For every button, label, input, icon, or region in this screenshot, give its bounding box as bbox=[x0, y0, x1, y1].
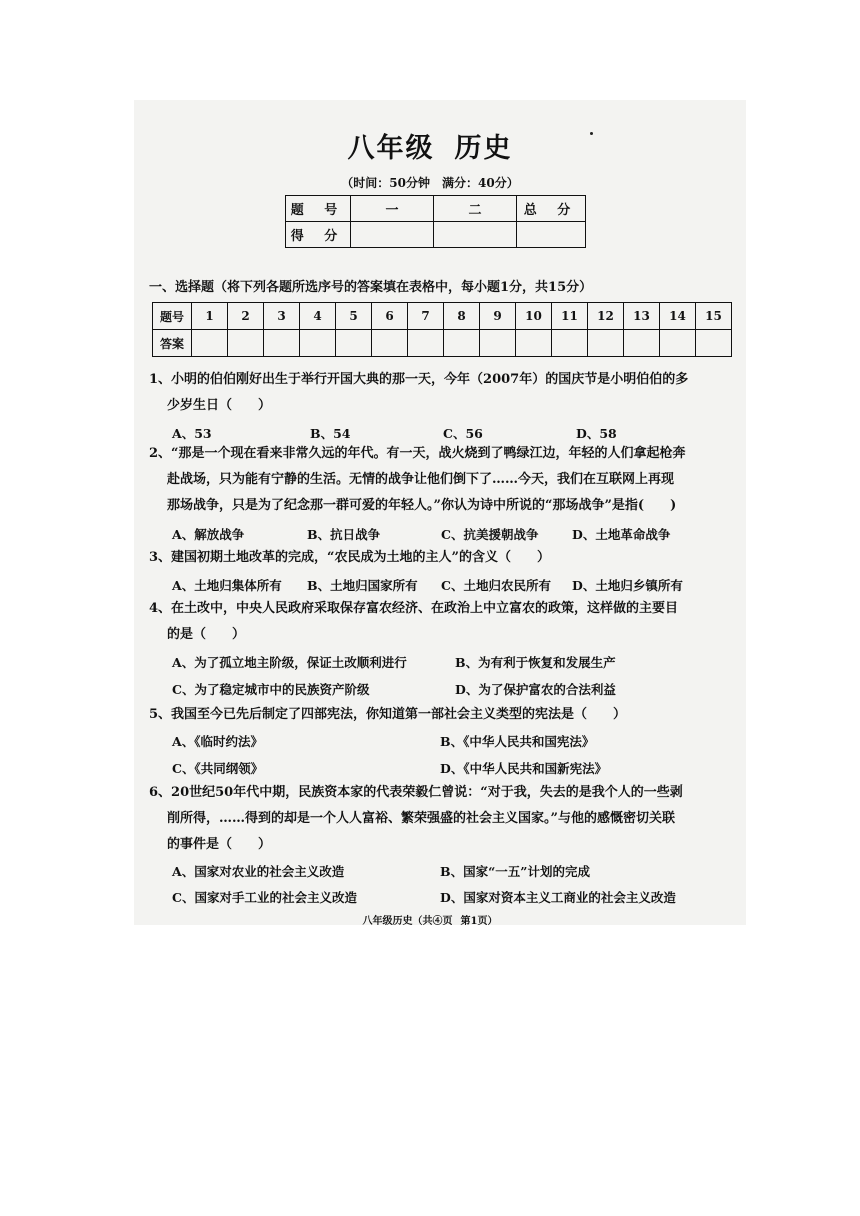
question-3-option-a[interactable]: A、土地归集体所有 bbox=[172, 578, 282, 593]
question-3 bbox=[149, 545, 729, 571]
answer-table-answer-row bbox=[153, 330, 732, 357]
question-4-option-b[interactable]: B、为有利于恢复和发展生产 bbox=[455, 655, 616, 670]
title-subject: 历史 bbox=[454, 133, 513, 164]
answer-number: 5 bbox=[336, 303, 372, 330]
question-6 bbox=[149, 780, 729, 858]
score-input-total[interactable] bbox=[517, 222, 586, 248]
score-input-part1[interactable] bbox=[351, 222, 434, 248]
answer-cell[interactable] bbox=[696, 330, 732, 357]
answer-cell[interactable] bbox=[444, 330, 480, 357]
question-4-line1: 4、在土改中，中央人民政府采取保存富农经济、在政治上中立富农的政策，这样做的主要目 bbox=[149, 601, 679, 616]
score-row-label: 得 分 bbox=[286, 222, 351, 248]
question-5-option-c[interactable]: C、《共同纲领》 bbox=[172, 761, 264, 776]
answer-number: 15 bbox=[696, 303, 732, 330]
scan-speck bbox=[590, 132, 593, 135]
exam-info bbox=[0, 174, 860, 191]
question-4 bbox=[149, 596, 729, 648]
answer-number: 4 bbox=[300, 303, 336, 330]
question-3-option-c[interactable]: C、土地归农民所有 bbox=[441, 578, 551, 593]
question-4-option-d[interactable]: D、为了保护富农的合法利益 bbox=[455, 682, 616, 697]
score-info: 满分：40分） bbox=[442, 176, 519, 190]
answer-number: 10 bbox=[516, 303, 552, 330]
question-6-line1: 6、20世纪50年代中期，民族资本家的代表荣毅仁曾说：“对于我，失去的是我个人的一些剥 bbox=[149, 785, 683, 800]
answer-cell[interactable] bbox=[516, 330, 552, 357]
question-3-option-d[interactable]: D、土地归乡镇所有 bbox=[572, 578, 683, 593]
answer-cell[interactable] bbox=[336, 330, 372, 357]
question-1-option-a[interactable]: A、53 bbox=[172, 426, 212, 441]
question-3-option-b[interactable]: B、土地归国家所有 bbox=[307, 578, 418, 593]
question-4-option-a[interactable]: A、为了孤立地主阶级，保证土改顺利进行 bbox=[172, 655, 407, 670]
answer-number: 6 bbox=[372, 303, 408, 330]
answer-row-label-answer: 答案 bbox=[153, 330, 192, 357]
question-1-line2: 少岁生日（ ） bbox=[167, 398, 272, 413]
score-table bbox=[285, 195, 586, 248]
answer-cell[interactable] bbox=[300, 330, 336, 357]
answer-number: 9 bbox=[480, 303, 516, 330]
answer-number: 11 bbox=[552, 303, 588, 330]
footer-page: 第1页） bbox=[460, 916, 498, 927]
question-5 bbox=[149, 702, 729, 728]
score-cell-label: 题 号 bbox=[286, 196, 351, 222]
answer-cell[interactable] bbox=[660, 330, 696, 357]
answer-table bbox=[152, 302, 732, 357]
question-2-line1: 2、“那是一个现在看来非常久远的年代。有一天，战火烧到了鸭绿江边，年轻的人们拿起枪奔 bbox=[149, 446, 686, 461]
question-4-line2: 的是（ ） bbox=[167, 627, 246, 642]
answer-number: 2 bbox=[228, 303, 264, 330]
question-6-option-d[interactable]: D、国家对资本主义工商业的社会主义改造 bbox=[440, 890, 676, 905]
question-5-option-d[interactable]: D、《中华人民共和国新宪法》 bbox=[440, 761, 608, 776]
answer-row-label-number: 题号 bbox=[153, 303, 192, 330]
question-1-line1: 1、小明的伯伯刚好出生于举行开国大典的那一天，今年（2007年）的国庆节是小明伯伯的多 bbox=[149, 372, 689, 387]
answer-number: 7 bbox=[408, 303, 444, 330]
answer-cell[interactable] bbox=[228, 330, 264, 357]
answer-cell[interactable] bbox=[372, 330, 408, 357]
question-6-line3: 的事件是（ ） bbox=[167, 837, 272, 852]
answer-number: 1 bbox=[192, 303, 228, 330]
question-2-line2: 赴战场，只为能有宁静的生活。无情的战争让他们倒下了……今天，我们在互联网上再现 bbox=[167, 472, 675, 487]
question-2-option-a[interactable]: A、解放战争 bbox=[172, 527, 245, 542]
answer-cell[interactable] bbox=[408, 330, 444, 357]
question-2-line3: 那场战争，只是为了纪念那一群可爱的年轻人。”你认为诗中所说的“那场战争”是指( ) bbox=[167, 498, 677, 513]
answer-cell[interactable] bbox=[480, 330, 516, 357]
question-5-option-b[interactable]: B、《中华人民共和国宪法》 bbox=[440, 734, 595, 749]
question-2-option-c[interactable]: C、抗美援朝战争 bbox=[441, 527, 539, 542]
question-6-option-c[interactable]: C、国家对手工业的社会主义改造 bbox=[172, 890, 357, 905]
question-2-option-b[interactable]: B、抗日战争 bbox=[307, 527, 381, 542]
question-1-option-d[interactable]: D、58 bbox=[576, 426, 617, 441]
answer-cell[interactable] bbox=[264, 330, 300, 357]
question-6-line2: 削所得，……得到的却是一个人人富裕、繁荣强盛的社会主义国家。”与他的感慨密切关联 bbox=[167, 811, 675, 826]
page-title bbox=[0, 126, 860, 165]
answer-cell[interactable] bbox=[552, 330, 588, 357]
section-heading: 一、选择题（将下列各题所选序号的答案填在表格中，每小题1分，共15分） bbox=[149, 280, 593, 295]
score-cell-part2: 二 bbox=[434, 196, 517, 222]
score-input-part2[interactable] bbox=[434, 222, 517, 248]
answer-number: 13 bbox=[624, 303, 660, 330]
answer-table-number-row bbox=[153, 303, 732, 330]
score-table-score-row bbox=[286, 222, 586, 248]
answer-number: 3 bbox=[264, 303, 300, 330]
title-grade: 八年级 bbox=[347, 133, 435, 164]
answer-number: 12 bbox=[588, 303, 624, 330]
question-1 bbox=[149, 367, 729, 419]
answer-cell[interactable] bbox=[192, 330, 228, 357]
question-5-option-a[interactable]: A、《临时约法》 bbox=[172, 734, 263, 749]
question-3-line1: 3、建国初期土地改革的完成，“农民成为土地的主人”的含义（ ） bbox=[149, 550, 551, 565]
page-footer bbox=[0, 912, 860, 927]
score-cell-part1: 一 bbox=[351, 196, 434, 222]
answer-cell[interactable] bbox=[624, 330, 660, 357]
time-info: （时间：50分钟 bbox=[341, 176, 430, 190]
question-2-option-d[interactable]: D、土地革命战争 bbox=[572, 527, 671, 542]
question-1-option-b[interactable]: B、54 bbox=[310, 426, 351, 441]
question-6-option-a[interactable]: A、国家对农业的社会主义改造 bbox=[172, 864, 345, 879]
answer-number: 8 bbox=[444, 303, 480, 330]
question-2 bbox=[149, 441, 729, 519]
question-1-option-c[interactable]: C、56 bbox=[443, 426, 483, 441]
footer-course: 八年级历史（共④页 bbox=[362, 916, 453, 927]
question-4-option-c[interactable]: C、为了稳定城市中的民族资产阶级 bbox=[172, 682, 370, 697]
score-cell-total: 总 分 bbox=[517, 196, 586, 222]
answer-number: 14 bbox=[660, 303, 696, 330]
question-6-option-b[interactable]: B、国家“一五”计划的完成 bbox=[440, 864, 590, 879]
answer-cell[interactable] bbox=[588, 330, 624, 357]
score-table-header-row bbox=[286, 196, 586, 222]
question-5-line1: 5、我国至今已先后制定了四部宪法，你知道第一部社会主义类型的宪法是（ ） bbox=[149, 707, 627, 722]
